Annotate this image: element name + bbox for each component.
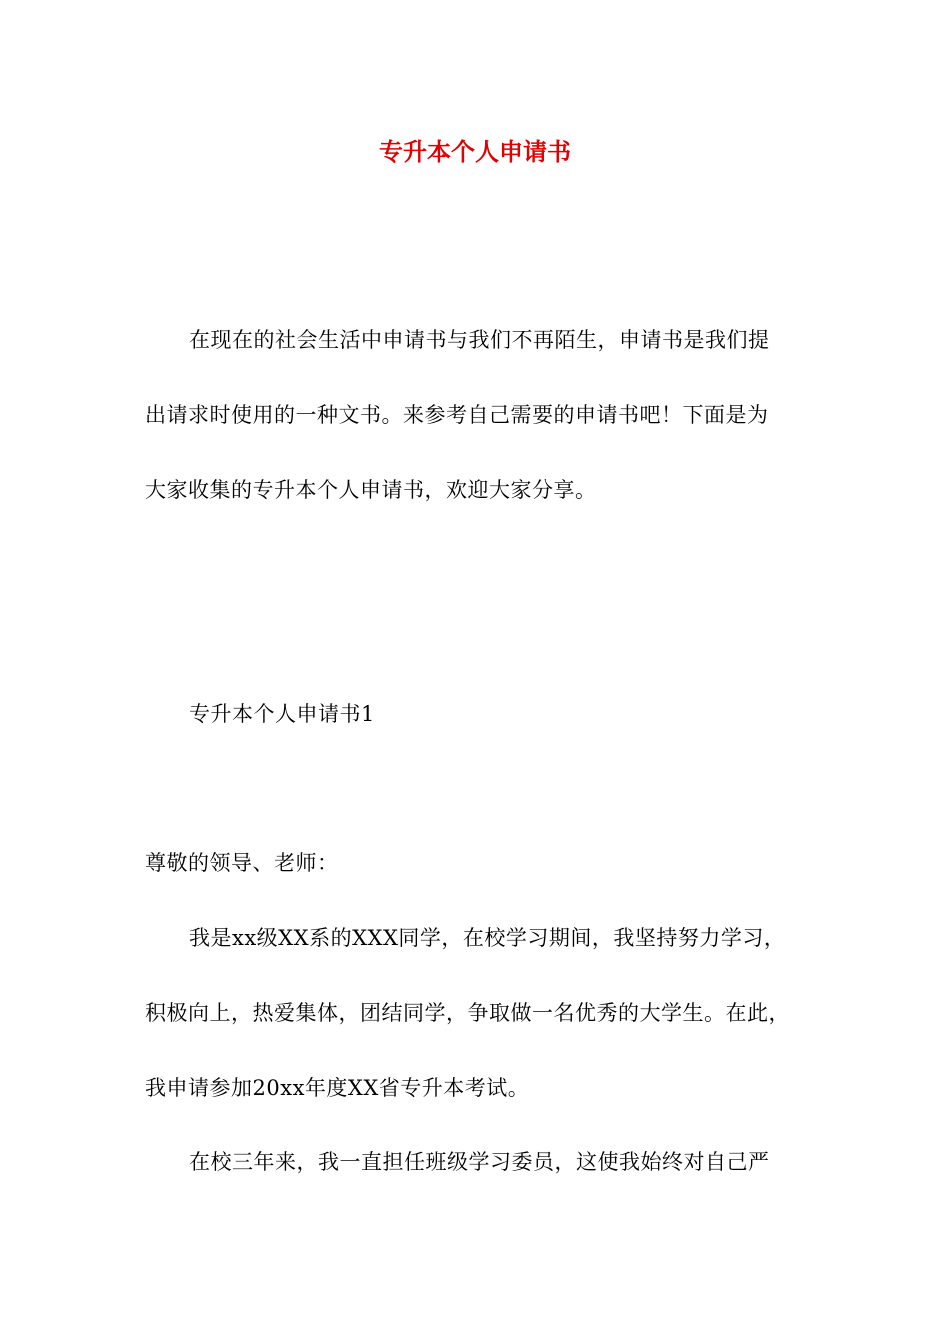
intro-line: 大家收集的专升本个人申请书，欢迎大家分享。 — [145, 478, 597, 502]
document-title: 专升本个人申请书 — [379, 138, 571, 166]
body-line: 我是xx级XX系的XXX同学，在校学习期间，我坚持努力学习， — [189, 926, 786, 950]
body-line: 积极向上，热爱集体，团结同学，争取做一名优秀的大学生。在此， — [145, 1001, 790, 1025]
section-heading: 专升本个人申请书1 — [189, 702, 375, 726]
salutation: 尊敬的领导、老师： — [145, 851, 339, 875]
body-line: 在校三年来，我一直担任班级学习委员，这使我始终对自己严 — [189, 1150, 770, 1174]
intro-line: 在现在的社会生活中申请书与我们不再陌生，申请书是我们提 — [189, 328, 770, 352]
intro-line: 出请求时使用的一种文书。来参考自己需要的申请书吧！下面是为 — [145, 403, 769, 427]
body-line: 我申请参加20xx年度XX省专升本考试。 — [145, 1076, 530, 1100]
